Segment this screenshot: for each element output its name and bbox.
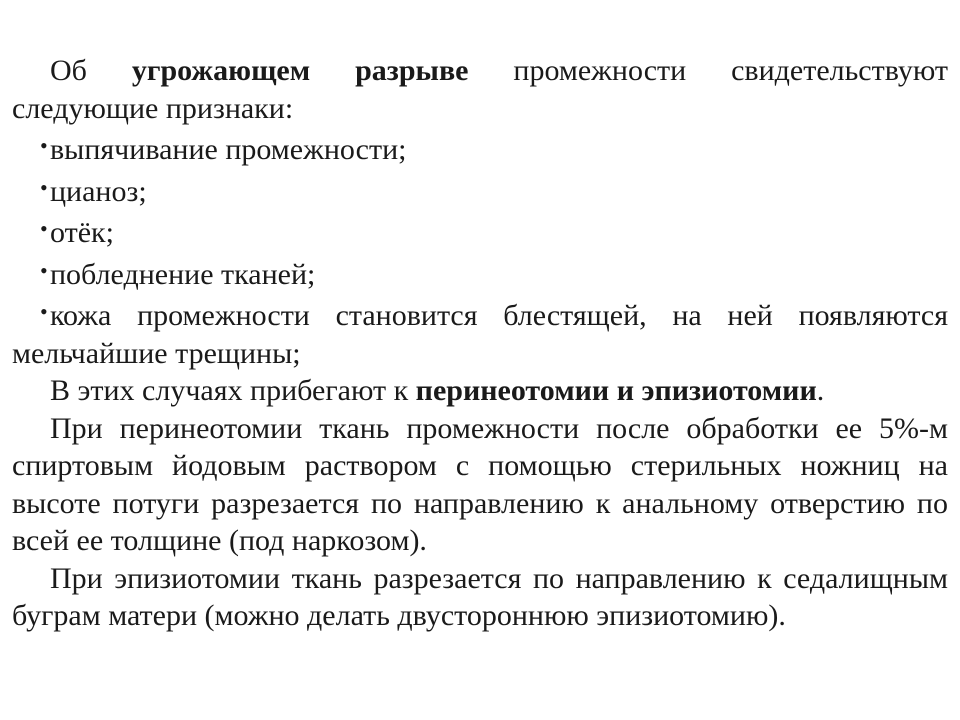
bullet-icon: •	[40, 133, 48, 158]
sign-text: отёк;	[50, 216, 114, 249]
resort-after: .	[816, 374, 825, 407]
episiotomy-paragraph: При эпизиотомии ткань разрезается по направлению к седалищным буграм матери (можно делать двустороннюю эпизиотомию).	[12, 561, 948, 632]
intro-after: промежности свидетельствуют следующие признаки:	[12, 54, 948, 125]
sign-text: цианоз;	[50, 174, 147, 208]
resort-bold-term: перинеотомии и эпизиотомии	[415, 374, 817, 407]
resort-paragraph	[12, 372, 948, 410]
slide-content	[12, 52, 948, 635]
bullet-icon: •	[40, 174, 48, 200]
sign-item-1	[12, 127, 948, 169]
intro-paragraph	[12, 52, 948, 127]
intro-before: Об	[50, 54, 132, 87]
sign-item-2	[12, 169, 948, 211]
sign-text: выпячивание промежности;	[50, 133, 407, 166]
sign-item-4	[12, 252, 948, 294]
sign-text: побледнение тканей;	[50, 257, 316, 291]
sign-item-3	[12, 210, 948, 252]
bullet-icon: •	[40, 216, 48, 241]
sign-item-5	[12, 293, 948, 372]
sign-text: кожа промежности становится блестящей, на ней появляются мельчайшие трещины;	[12, 299, 948, 370]
bullet-icon: •	[40, 257, 48, 283]
intro-bold-term: угрожающем разрыве	[131, 54, 469, 87]
perineotomy-paragraph: При перинеотомии ткань промежности после обработки ее 5%-м спиртовым йодовым раствором с помощью стерильных ножниц на высоте потуги разрезается по направлению к анальному отверстию по всей ее толщине (под наркозом).	[12, 411, 948, 557]
bullet-icon: •	[40, 299, 48, 324]
resort-before: В этих случаях прибегают к	[50, 374, 416, 407]
